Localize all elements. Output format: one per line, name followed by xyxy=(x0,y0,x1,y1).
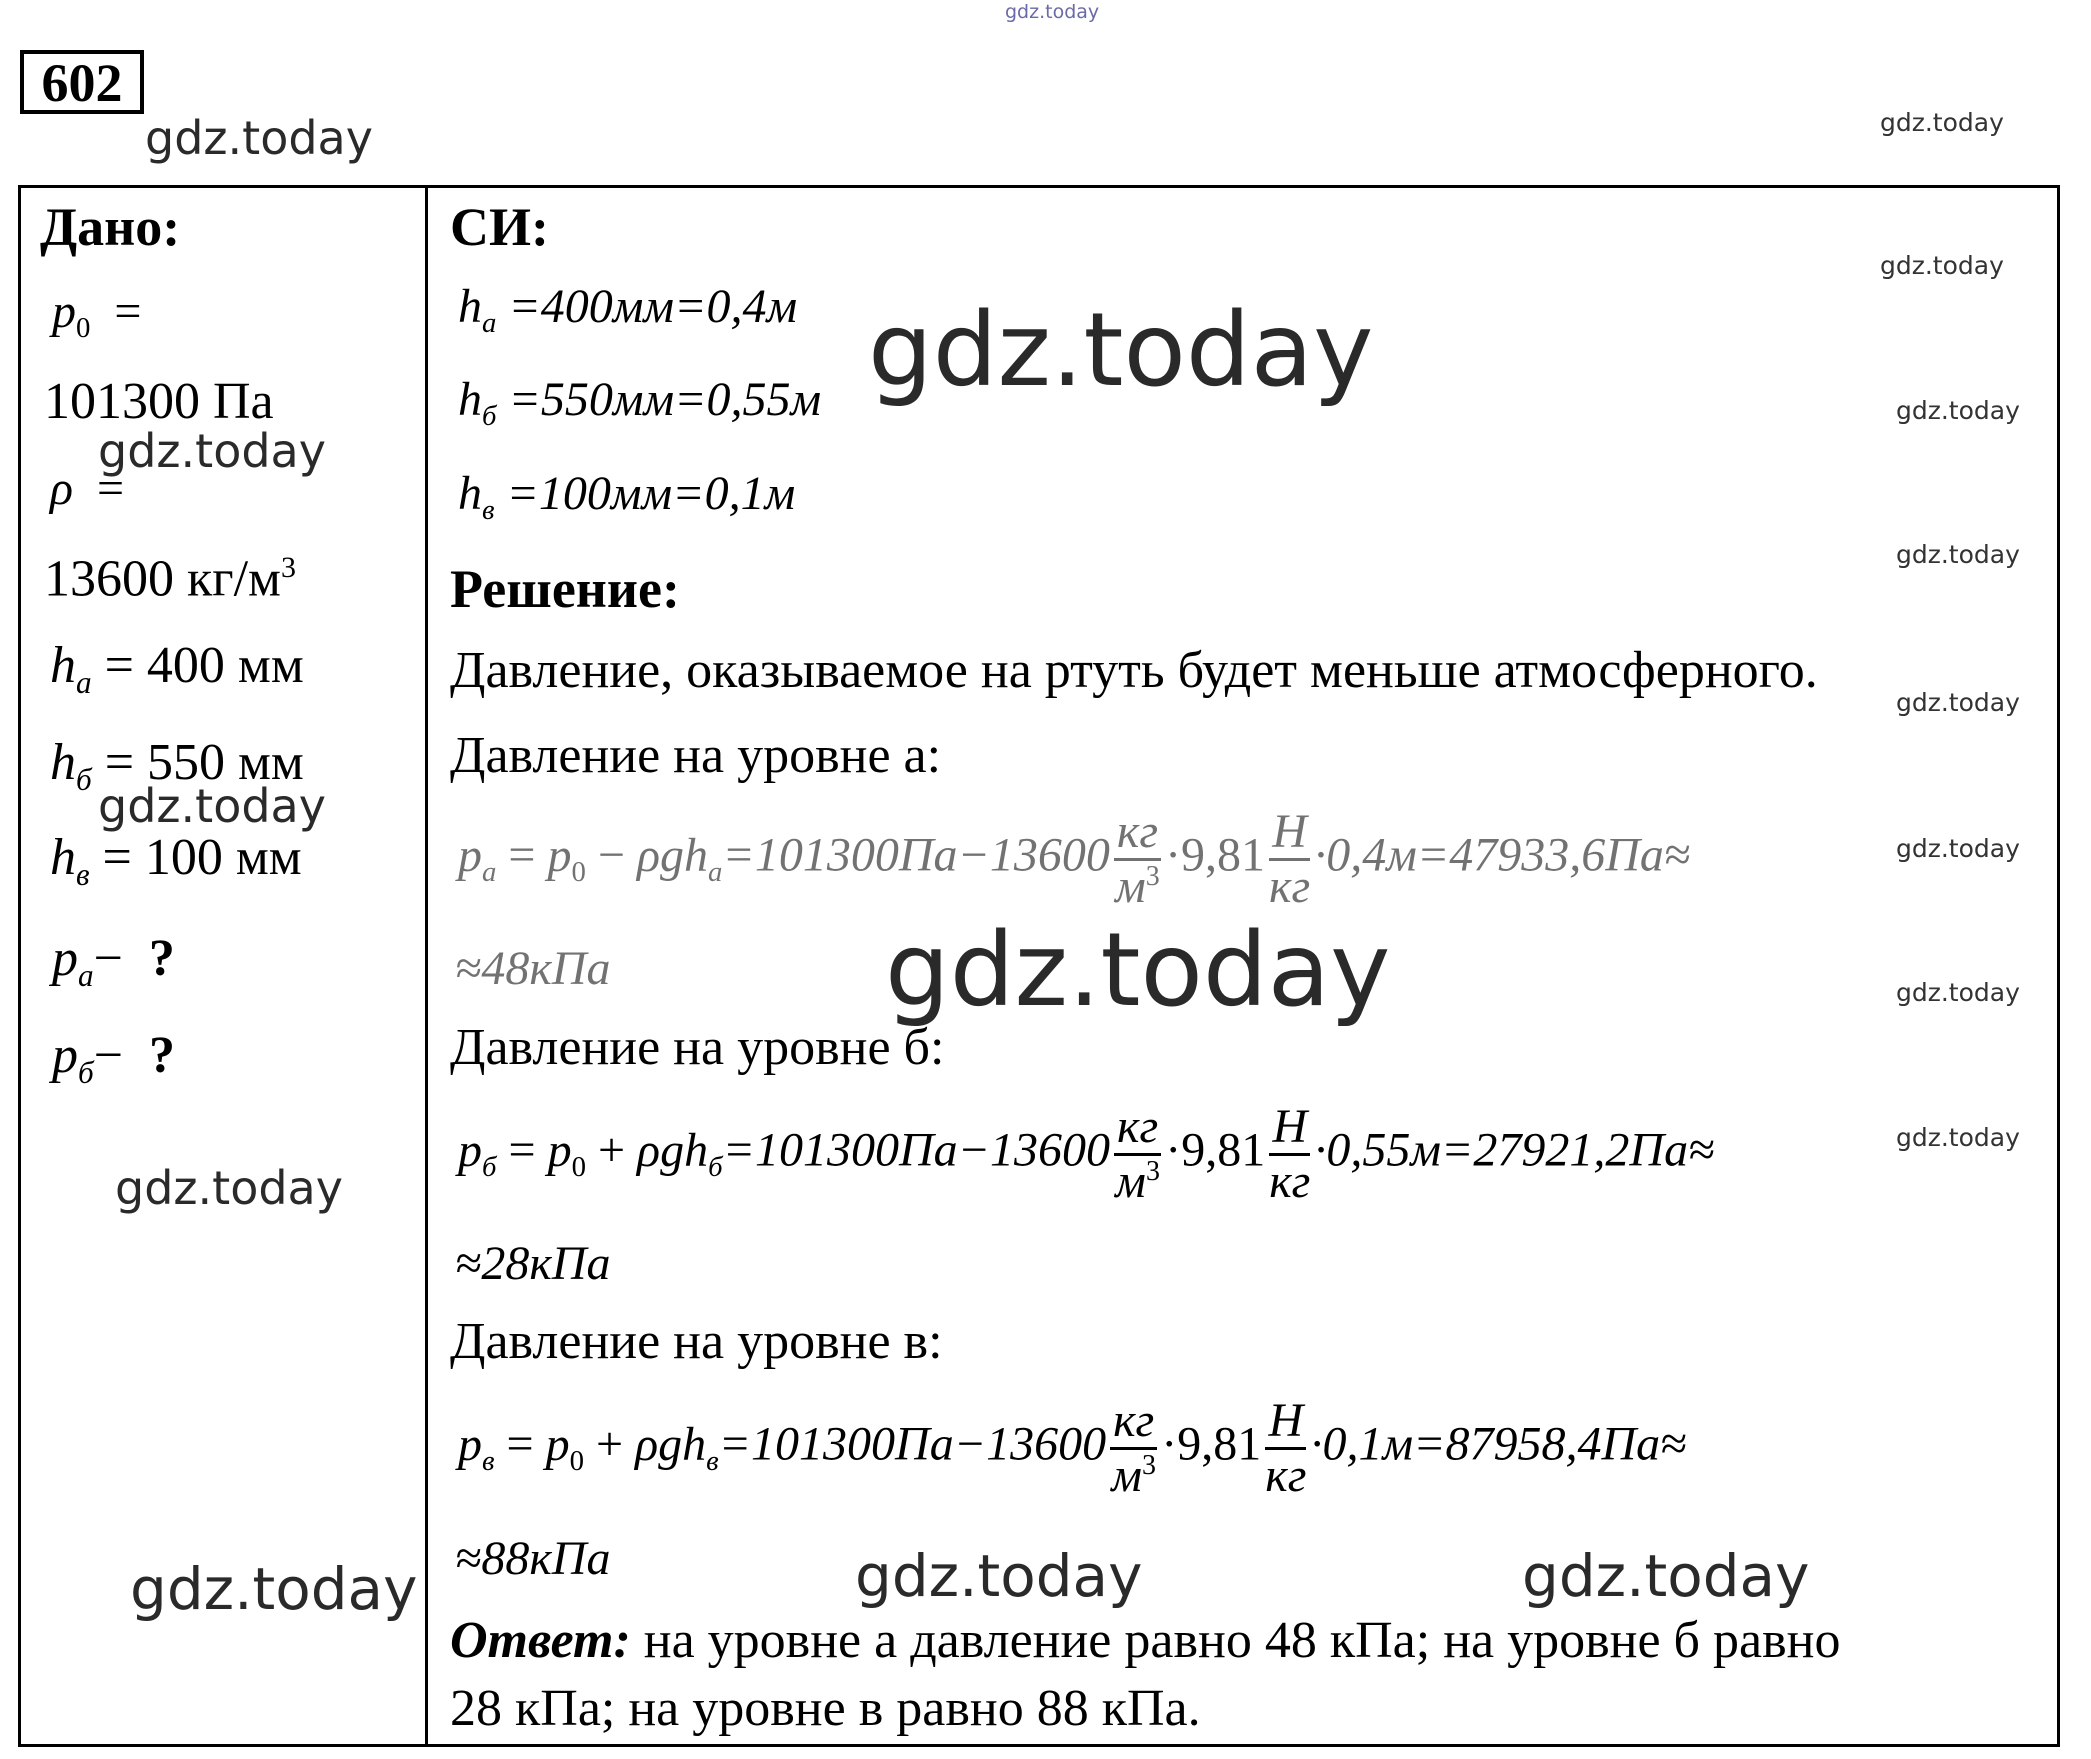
si-hv: $h_в =100мм=0,1м$ xyxy=(458,467,796,527)
solution-intro: Давление, оказываемое на ртуть будет меньше атмосферного. xyxy=(450,642,1818,699)
dano-find-pb: $p_б-$ ? xyxy=(52,1027,176,1090)
watermark-top: gdz.today xyxy=(1005,1,1100,23)
answer-line-1: Ответ: на уровне а давление равно 48 кПа; на уровне б равно xyxy=(450,1612,1841,1669)
dano-rho-symbol: ρ = xyxy=(50,462,125,515)
dano-header: Дано: xyxy=(40,197,181,257)
equation-level-b: $p_б = p_0 + \rho gh_б=101300Па-13600$ $\frac{кг}{м^3}$ ·9,81 $\frac{Н}{кг}$ ·0,55м=27921,2Па≈ xyxy=(458,1100,1715,1208)
dano-rho-value: 13600 $кг/м^3$ xyxy=(44,550,296,608)
watermark: gdz.today xyxy=(1896,834,2020,863)
watermark: gdz.today xyxy=(98,424,326,478)
solution-header: Решение: xyxy=(450,559,680,619)
watermark: gdz.today xyxy=(115,1161,343,1215)
level-v-label: Давление на уровне в: xyxy=(450,1313,943,1370)
dano-hv: $h_в = 100$ мм xyxy=(50,829,302,892)
dano-p0-symbol: $p_0$ = xyxy=(52,285,142,345)
watermark: gdz.today xyxy=(855,1542,1143,1610)
watermark: gdz.today xyxy=(1880,108,2004,137)
watermark: gdz.today xyxy=(130,1555,418,1623)
watermark: gdz.today xyxy=(1896,540,2020,569)
dano-find-pa: $p_a-$ ? xyxy=(52,930,175,993)
level-a-label: Давление на уровне а: xyxy=(450,727,942,784)
equation-level-b-result: ≈28кПа xyxy=(455,1237,611,1290)
watermark: gdz.today xyxy=(1896,978,2020,1007)
watermark: gdz.today xyxy=(1896,1123,2020,1152)
answer-line-2: 28 кПа; на уровне в равно 88 кПа. xyxy=(450,1680,1201,1737)
column-divider xyxy=(425,185,428,1747)
dano-p0-value: 101300 Па xyxy=(44,373,274,430)
watermark: gdz.today xyxy=(1896,688,2020,717)
watermark: gdz.today xyxy=(145,111,373,165)
dano-hb: $h_б = 550$ мм xyxy=(50,734,304,797)
watermark: gdz.today xyxy=(98,779,326,833)
level-b-label: Давление на уровне б: xyxy=(450,1019,945,1076)
equation-level-a: $p_a = p_0 - \rho gh_a=101300Па-13600$ $\frac{кг}{м^3}$ ·9,81 $\frac{Н}{кг}$ ·0,4м=47933,6Па≈ xyxy=(458,805,1691,913)
si-hb: $h_б =550мм=0,55м$ xyxy=(458,373,822,433)
watermark: gdz.today xyxy=(1880,251,2004,280)
si-ha: $h_a =400мм=0,4м$ xyxy=(458,280,798,340)
equation-level-v: $p_в = p_0 + \rho gh_в=101300Па-13600$ $\frac{кг}{м^3}$ ·9,81 $\frac{Н}{кг}$ ·0,1м=87958,4Па≈ xyxy=(458,1394,1687,1502)
watermark: gdz.today xyxy=(1896,396,2020,425)
watermark: gdz.today xyxy=(868,291,1374,410)
si-header: СИ: xyxy=(450,197,549,257)
watermark: gdz.today xyxy=(885,911,1391,1030)
equation-level-v-result: ≈88кПа xyxy=(455,1532,611,1585)
dano-ha: $h_a = 400$ мм xyxy=(50,637,304,700)
equation-level-a-result: ≈48кПа xyxy=(455,942,611,995)
watermark: gdz.today xyxy=(1522,1542,1810,1610)
problem-number: 602 xyxy=(20,50,144,114)
